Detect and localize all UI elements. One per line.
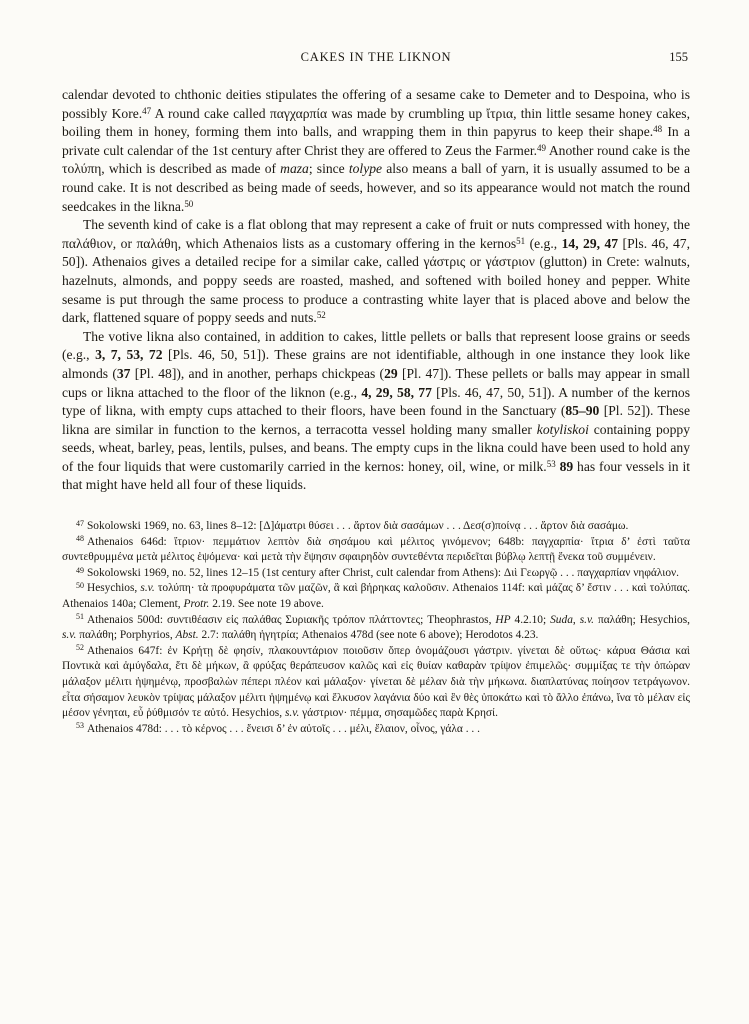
body-paragraphs bbox=[62, 86, 690, 495]
text-run: [Pls. 46, 47, 50]). Athenaios gives a detailed recipe for a similar cake, called γάστρις or γάστριον (glutton) in Crete: walnuts, hazelnuts, almonds, and poppy seeds are roasted, mashed, and softened with boiled honey and pepper. White sesame is put through the same process to produce a contrasting white layer that is placed above and below the dark, flattened square of poppy seeds and nuts. bbox=[62, 235, 690, 326]
footnote-reference: 53 bbox=[546, 458, 556, 469]
text-run: (e.g., bbox=[525, 235, 562, 251]
italic-term: s.v. bbox=[579, 613, 595, 626]
text-run: Athenaios 478d: . . . τὸ κέρνος . . . ἔνεισι δ’ ἐν αὐτοῖς . . . μέλι, ἔλαιον, οἶνος, γάλα . . . bbox=[86, 722, 480, 735]
footnote-number: 48 bbox=[76, 534, 84, 544]
italic-term: s.v. bbox=[140, 582, 155, 595]
footnote-reference: 51 bbox=[516, 235, 526, 246]
footnote bbox=[62, 535, 690, 566]
italic-term: s.v. bbox=[62, 629, 77, 642]
italic-term: kotyliskoi bbox=[536, 421, 589, 437]
footnote-reference: 52 bbox=[316, 310, 326, 321]
text-run: The seventh kind of cake is a flat oblong that may represent a cake of fruit or nuts compressed with honey, the παλάθιον, or παλάθη, which Athenaios lists as a customary offering in the kernos bbox=[62, 217, 690, 251]
italic-term: s.v. bbox=[284, 707, 300, 720]
catalogue-number: 3, 7, 53, 72 bbox=[95, 347, 163, 363]
text-run: γάστριον· πέμμα, σησαμῶδες παρὰ Κρησί. bbox=[299, 707, 498, 720]
text-run: 2.19. See note 19 above. bbox=[209, 598, 324, 611]
footnote-reference: 48 bbox=[653, 124, 663, 135]
footnote bbox=[62, 519, 690, 535]
catalogue-number: 85–90 bbox=[565, 403, 600, 419]
italic-term: HP bbox=[495, 613, 511, 626]
italic-term: Protr. bbox=[183, 598, 210, 611]
footnote-reference: 47 bbox=[142, 105, 152, 116]
text-run: has four vessels in it that might have held all four of these liquids. bbox=[62, 458, 690, 493]
text-run: In a private cult calendar of the 1st century after Christ they are offered to Zeus the Farmer. bbox=[62, 124, 690, 158]
text-run: 2.7: παλάθη ἠγητρία; Athenaios 478d (see note 6 above); Herodotos 4.23. bbox=[198, 629, 539, 642]
footnote-number: 53 bbox=[76, 721, 84, 731]
running-head-title: CAKES IN THE LIKNON bbox=[300, 50, 452, 64]
text-run: containing poppy seeds, wheat, barley, peas, lentils, pulses, and beans. The empty cups in the likna could have been used to hold any of the four liquids that were customarily carried in the kernos: honey, oil, wine, or milk. bbox=[62, 421, 690, 474]
catalogue-number: 89 bbox=[559, 458, 574, 474]
paragraph bbox=[62, 86, 690, 216]
footnote-number: 49 bbox=[76, 565, 84, 575]
paragraph bbox=[62, 216, 690, 328]
footnote-reference: 50 bbox=[184, 198, 194, 209]
catalogue-number: 37 bbox=[116, 365, 131, 381]
text-run: παλάθη; Porphyrios, bbox=[76, 629, 176, 642]
text-run: Athenaios 500d: συντιθέασιν εἰς παλάθας Συριακῆς τρόπον πλάττοντες; Theophrastos, bbox=[86, 613, 496, 626]
italic-term: maza bbox=[280, 161, 309, 177]
text-run: A round cake called παγχαρπία was made by crumbling up ἴτρια, thin little sesame honey cakes, boiling them in honey, forming them into balls, and wrapping them in thin papyrus to keep their shape. bbox=[62, 105, 690, 140]
paragraph bbox=[62, 328, 690, 495]
text-run: 4.2.10; bbox=[510, 613, 551, 626]
footnote bbox=[62, 644, 690, 722]
text-run: Hesychios, bbox=[86, 582, 141, 595]
text-run: [Pls. 46, 50, 51]). These grains are not identifiable, although in one instance they look like almonds ( bbox=[62, 347, 691, 381]
italic-term: Suda bbox=[550, 613, 573, 626]
text-run: Another round cake is the τολύπη, which is described as made of bbox=[62, 142, 690, 177]
text-run: ; since bbox=[308, 161, 349, 177]
footnotes bbox=[62, 519, 690, 737]
text-run: The votive likna also contained, in addition to cakes, little pellets or balls that represent loose grains or seeds (e.g., bbox=[62, 328, 690, 363]
text-run: Athenaios 647f: ἐν Κρήτῃ δὲ φησίν, πλακουντάριον ποιοῦσιν ὅπερ ὀνομάζουσι γάστριν. γίνεται δὲ οὕτως· κάρυα Θάσια καὶ Ποντικὰ καὶ ἀμύγδαλα, ἔτι δὲ μήκων, ἃ φρύξας θεράπευσον καλῶς καὶ εἰς θυίαν καθαρὰν τρίψον ἐπιμελῶς· συμμίξας τε τὴν ὀπώραν μάλαξον μέλιτι ἡψημένῳ, προσβαλὼν πέπερι πλέον καὶ μάλαξον· γίνεται δὲ μέλαν διὰ τὴν μήκωνα. διαπλατύνας ποίησον τετράγωνον. εἶτα σήσαμον λευκὸν τρίψας μάλαξον μέλιτι ἡψημένῳ καὶ ἕλκυσον λαγάνια δύο καὶ ἓν θὲς ὑποκάτω καὶ τὸ ἄλλο ἐπάνω, ἵνα τὸ μέλαν εἰς μέσον γένηται, εὖ ῥύθμισόν τε αὐτό. Hesychios, bbox=[62, 644, 690, 720]
text-run: [Pl. 48]), and in another, perhaps chickpeas ( bbox=[130, 365, 385, 381]
text-run: , bbox=[572, 613, 580, 626]
page-number: 155 bbox=[669, 50, 688, 64]
catalogue-number: 14, 29, 47 bbox=[561, 235, 619, 251]
footnote-number: 52 bbox=[76, 643, 84, 653]
text-run: Sokolowski 1969, no. 63, lines 8–12: [Δ]άματρι θύσει . . . ἄρτον διὰ σασάμων . . . Δεσ(σ)ποίνᾳ . . . ἄρτον διὰ σασάμω. bbox=[86, 520, 629, 533]
footnote bbox=[62, 581, 690, 612]
italic-term: tolype bbox=[348, 161, 383, 177]
footnote-number: 51 bbox=[76, 612, 84, 622]
text-run: [Pl. 47]). These pellets or balls may appear in small cups or likna attached to the floor of the liknon (e.g., bbox=[62, 365, 690, 400]
footnote-number: 50 bbox=[76, 581, 84, 591]
text-run: παλάθη; Hesychios, bbox=[594, 613, 690, 626]
text-run: [Pls. 46, 47, 50, 51]). A number of the kernos type of likna, with empty cups attached to their floors, have been found in the Sanctuary ( bbox=[62, 384, 691, 419]
footnote bbox=[62, 722, 690, 738]
text-run: Sokolowski 1969, no. 52, lines 12–15 (1st century after Christ, cult calendar from Athens): Διὶ Γεωργῷ . . . παγχαρπίαν νηφάλιον. bbox=[86, 566, 680, 579]
text-run: τολύπη· τὰ προφυράματα τῶν μαζῶν, ἃ καὶ βήρηκας καλοῦσιν. Athenaios 114f: καὶ μάζας δ’ ἔστιν . . . καὶ τολύπας. Athenaios 140a; Clement, bbox=[62, 582, 690, 611]
text-run: calendar devoted to chthonic deities stipulates the offering of a sesame cake to Demeter and to Despoina, who is possibly Kore. bbox=[62, 87, 690, 121]
catalogue-number: 29 bbox=[384, 365, 398, 381]
text-run: also means a ball of yarn, it is usually assumed to be a round cake. It is not described as being made of seeds, however, and so its appearance would not match the round seedcakes in the likna. bbox=[62, 161, 690, 214]
running-head bbox=[62, 50, 690, 66]
footnote-reference: 49 bbox=[537, 142, 547, 153]
italic-term: Abst. bbox=[175, 629, 199, 642]
text-run: [Pl. 52]). These likna are similar in function to the kernos, a terracotta vessel holding many smaller bbox=[62, 403, 690, 437]
footnote bbox=[62, 613, 690, 644]
text-run: Athenaios 646d: ἴτριον· πεμμάτιον λεπτὸν διὰ σησάμου καὶ μέλιτος γινόμενον; 648b: παγχαρπία· ἴτρια δ’ ἐστὶ ταῦτα συντεθρυμμένα μετὰ μέλιτος ἑψόμενα· καὶ μετὰ τὴν ἕψησιν σφαιρηδὸν συντεθέντα περιδεῖται βύβλῳ λεπτῇ ἕνεκα τοῦ συμμένειν. bbox=[62, 535, 690, 564]
catalogue-number: 4, 29, 58, 77 bbox=[361, 384, 432, 400]
footnote bbox=[62, 566, 690, 582]
footnote-number: 47 bbox=[76, 518, 84, 528]
